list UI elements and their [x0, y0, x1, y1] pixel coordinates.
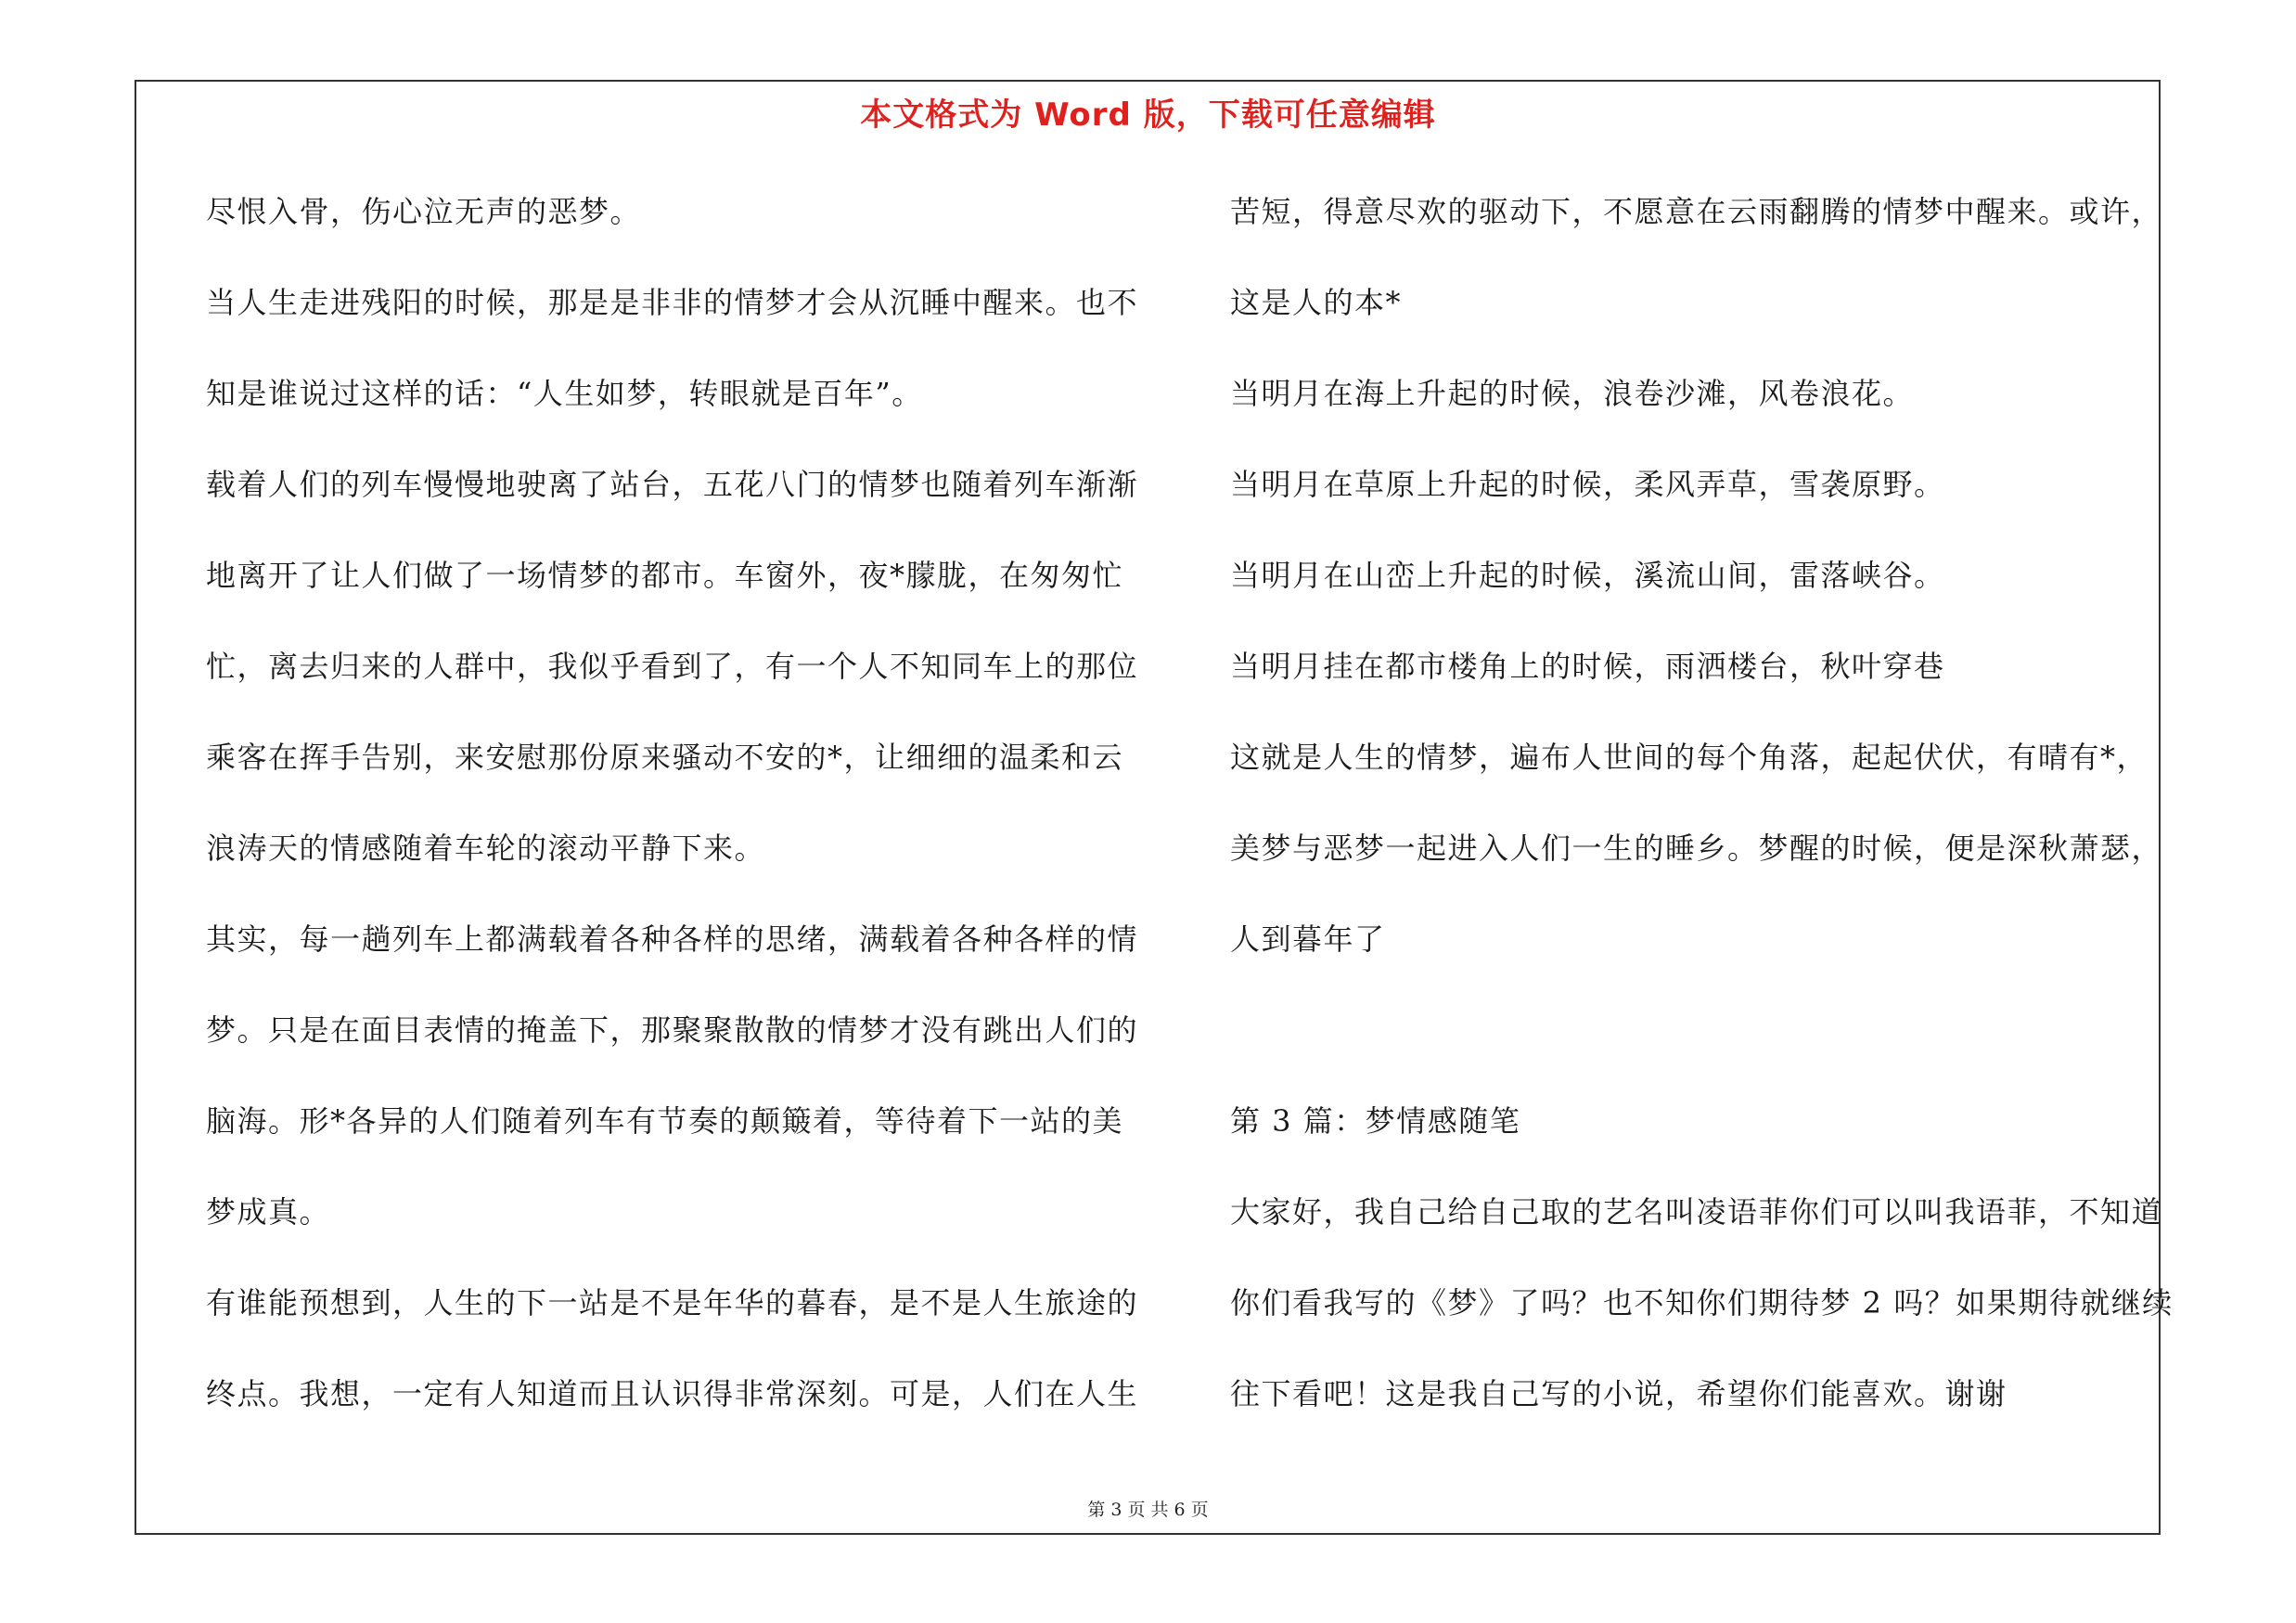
right-column — [1230, 182, 2174, 1455]
text-line: 当明月在草原上升起的时候，柔风弄草，雪袭原野。 — [1230, 467, 1945, 502]
text-line: 苦短，得意尽欢的驱动下，不愿意在云雨翻腾的情梦中醒来。或许， — [1230, 194, 2163, 229]
text-line: 有谁能预想到，人生的下一站是不是年华的暮春，是不是人生旅途的 — [206, 1285, 1139, 1320]
text-line: 其实，每一趟列车上都满载着各种各样的思绪，满载着各种各样的情 — [206, 921, 1139, 957]
text-line: 载着人们的列车慢慢地驶离了站台，五花八门的情梦也随着列车渐渐 — [206, 467, 1139, 502]
paragraph-spacer — [1230, 1000, 2167, 1091]
text-line: 人到暮年了 — [1230, 921, 1386, 957]
text-line: 美梦与恶梦一起进入人们一生的睡乡。梦醒的时候，便是深秋萧瑟， — [1230, 831, 2163, 866]
text-line: 梦。只是在面目表情的掩盖下，那聚聚散散的情梦才没有跳出人们的 — [206, 1012, 1139, 1048]
text-line: 脑海。形*各异的人们随着列车有节奏的颠簸着，等待着下一站的美 — [206, 1103, 1124, 1139]
text-line: 大家好，我自己给自己取的艺名叫凌语菲你们可以叫我语菲，不知道 — [1230, 1194, 2163, 1230]
text-line: 梦成真。 — [206, 1194, 331, 1230]
text-line: 当明月挂在都市楼角上的时候，雨洒楼台，秋叶穿巷 — [1230, 649, 1945, 684]
text-line: 当明月在山峦上升起的时候，溪流山间，雷落峡谷。 — [1230, 558, 1945, 593]
text-line: 乘客在挥手告别，来安慰那份原来骚动不安的*，让细细的温柔和云 — [206, 740, 1124, 775]
text-line: 往下看吧！这是我自己写的小说，希望你们能喜欢。谢谢 — [1230, 1376, 2007, 1411]
left-column — [206, 182, 1143, 1455]
text-line: 地离开了让人们做了一场情梦的都市。车窗外，夜*朦胧，在匆匆忙 — [206, 558, 1124, 593]
page-footer: 第 3 页 共 6 页 — [1087, 1500, 1209, 1520]
text-line: 当明月在海上升起的时候，浪卷沙滩，风卷浪花。 — [1230, 376, 1915, 411]
text-line: 忙，离去归来的人群中，我似乎看到了，有一个人不知同车上的那位 — [206, 649, 1139, 684]
text-line: 你们看我写的《梦》了吗？也不知你们期待梦 2 吗？如果期待就继续 — [1230, 1285, 2174, 1320]
text-line: 当人生走进残阳的时候，那是是非非的情梦才会从沉睡中醒来。也不 — [206, 285, 1139, 320]
text-line: 知是谁说过这样的话：“人生如梦，转眼就是百年”。 — [206, 376, 923, 411]
text-line: 浪涛天的情感随着车轮的滚动平静下来。 — [206, 831, 766, 866]
text-line: 终点。我想，一定有人知道而且认识得非常深刻。可是，人们在人生 — [206, 1376, 1139, 1411]
text-line: 尽恨入骨，伤心泣无声的恶梦。 — [206, 194, 642, 229]
section-title: 第 3 篇：梦情感随笔 — [1230, 1103, 1521, 1139]
text-line: 这是人的本* — [1230, 285, 1403, 320]
text-line: 这就是人生的情梦，遍布人世间的每个角落，起起伏伏，有晴有*， — [1230, 740, 2148, 775]
header-banner: 本文格式为 Word 版，下载可任意编辑 — [860, 97, 1436, 134]
